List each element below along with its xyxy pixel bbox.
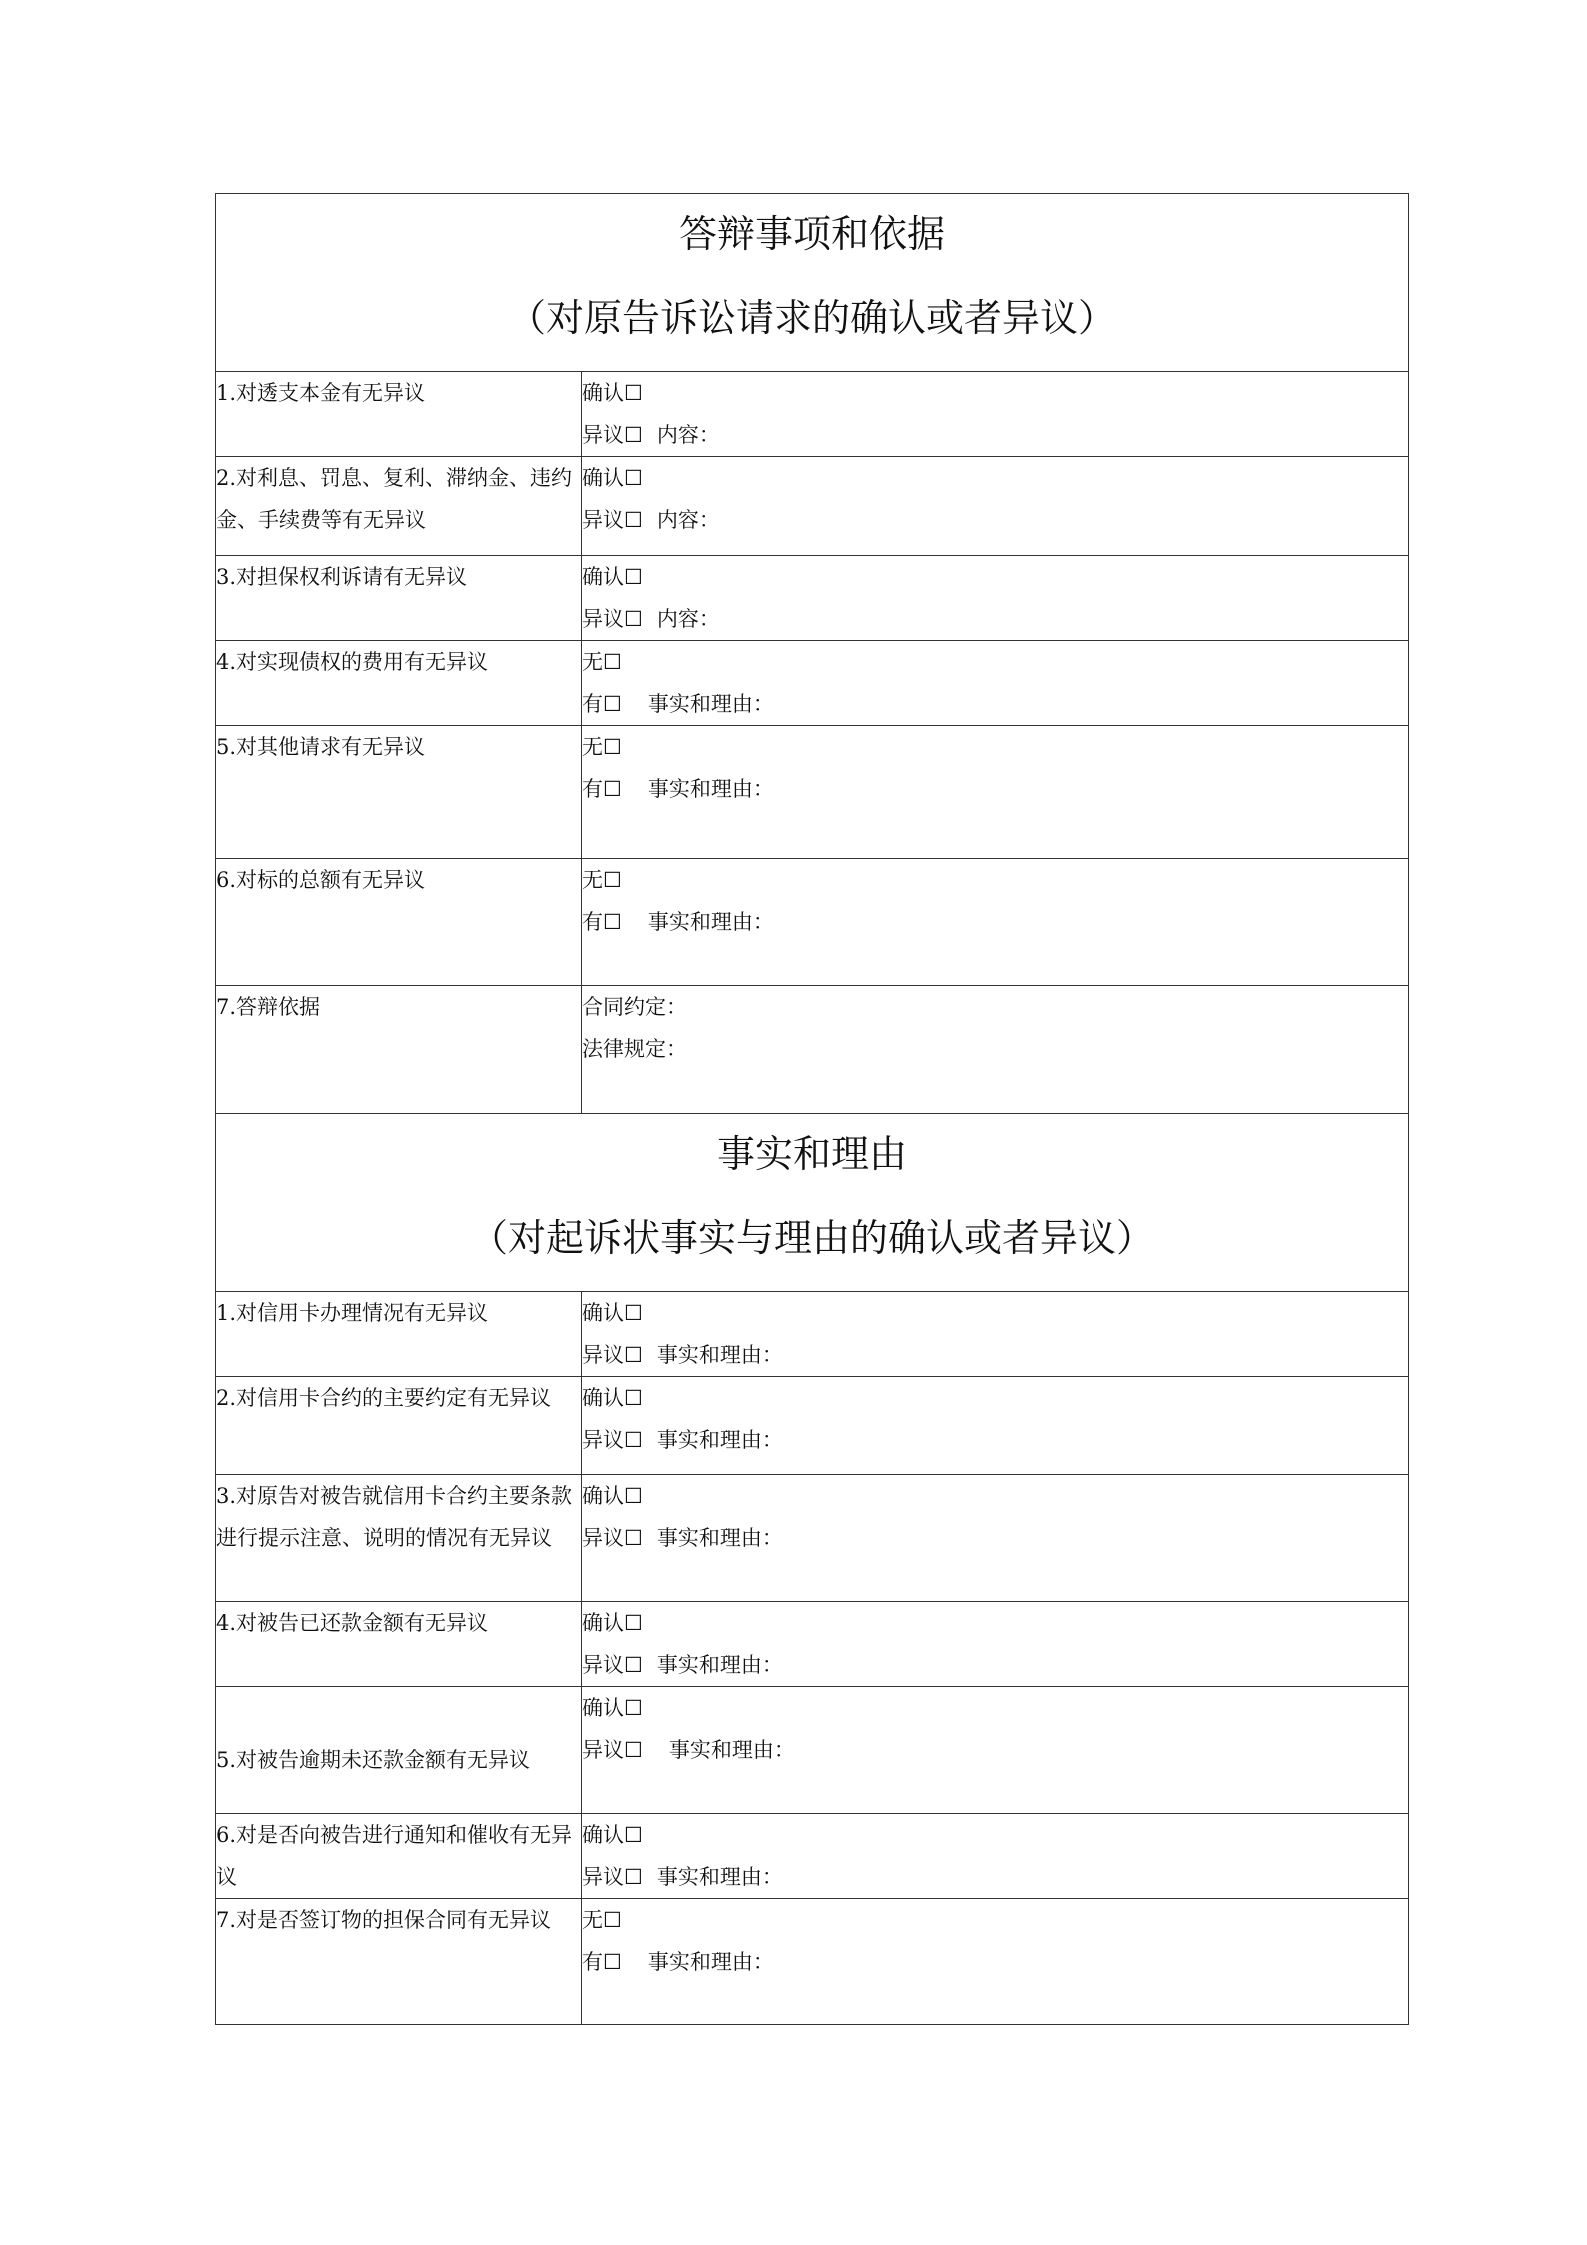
answer-label: 内容： — [656, 423, 720, 447]
contract-agreement-label: 合同约定： — [582, 995, 687, 1019]
table-row — [216, 1687, 1409, 1814]
question-cell: 2.对信用卡合约的主要约定有无异议 — [216, 1377, 582, 1475]
objection-checkbox[interactable]: 异议☐ — [582, 1865, 643, 1889]
table-row — [216, 1475, 1409, 1602]
question-cell: 3.对原告对被告就信用卡合约主要条款进行提示注意、说明的情况有无异议 — [216, 1475, 582, 1602]
legal-provision-label: 法律规定： — [582, 1037, 687, 1061]
answer-cell — [582, 372, 1409, 457]
question-cell: 7.答辩依据 — [216, 986, 582, 1114]
answer-label: 事实和理由： — [647, 777, 774, 801]
question-cell: 5.对其他请求有无异议 — [216, 726, 582, 859]
table-row — [216, 372, 1409, 457]
table-row — [216, 1814, 1409, 1899]
yes-checkbox[interactable]: 有☐ — [582, 692, 622, 716]
answer-cell — [582, 1475, 1409, 1602]
question-cell: 1.对透支本金有无异议 — [216, 372, 582, 457]
objection-checkbox[interactable]: 异议☐ — [582, 1343, 643, 1367]
table-row — [216, 1602, 1409, 1687]
confirm-checkbox[interactable]: 确认☐ — [582, 1696, 643, 1720]
objection-checkbox[interactable]: 异议☐ — [582, 1526, 643, 1550]
answer-cell — [582, 1687, 1409, 1814]
question-cell: 6.对标的总额有无异议 — [216, 859, 582, 986]
answer-cell — [582, 1292, 1409, 1377]
defense-form-table — [215, 193, 1409, 2025]
answer-cell — [582, 457, 1409, 556]
yes-checkbox[interactable]: 有☐ — [582, 1950, 622, 1974]
objection-checkbox[interactable]: 异议☐ — [582, 508, 643, 532]
question-cell: 3.对担保权利诉请有无异议 — [216, 556, 582, 641]
objection-checkbox[interactable]: 异议☐ — [582, 1738, 643, 1762]
section2-header — [216, 1114, 1409, 1292]
section1-title: 答辩事项和依据 — [679, 212, 946, 256]
section2-subtitle: （对起诉状事实与理由的确认或者异议） — [470, 1216, 1155, 1260]
answer-label: 事实和理由： — [656, 1428, 783, 1452]
table-row — [216, 859, 1409, 986]
answer-cell — [582, 556, 1409, 641]
answer-label: 事实和理由： — [668, 1738, 795, 1762]
answer-label: 事实和理由： — [656, 1526, 783, 1550]
table-row — [216, 457, 1409, 556]
answer-cell — [582, 641, 1409, 726]
table-row — [216, 1292, 1409, 1377]
answer-cell — [582, 1899, 1409, 2025]
table-row — [216, 1377, 1409, 1475]
question-cell: 2.对利息、罚息、复利、滞纳金、违约金、手续费等有无异议 — [216, 457, 582, 556]
no-checkbox[interactable]: 无☐ — [582, 650, 622, 674]
answer-cell — [582, 1377, 1409, 1475]
section1-subtitle: （对原告诉讼请求的确认或者异议） — [508, 296, 1117, 340]
answer-label: 内容： — [656, 607, 720, 631]
yes-checkbox[interactable]: 有☐ — [582, 910, 622, 934]
question-cell: 1.对信用卡办理情况有无异议 — [216, 1292, 582, 1377]
section1-header — [216, 194, 1409, 372]
confirm-checkbox[interactable]: 确认☐ — [582, 1823, 643, 1847]
answer-cell — [582, 859, 1409, 986]
confirm-checkbox[interactable]: 确认☐ — [582, 1301, 643, 1325]
answer-label: 事实和理由： — [647, 1950, 774, 1974]
no-checkbox[interactable]: 无☐ — [582, 1908, 622, 1932]
answer-label: 内容： — [656, 508, 720, 532]
answer-label: 事实和理由： — [656, 1653, 783, 1677]
no-checkbox[interactable]: 无☐ — [582, 735, 622, 759]
table-row — [216, 556, 1409, 641]
answer-label: 事实和理由： — [647, 692, 774, 716]
objection-checkbox[interactable]: 异议☐ — [582, 423, 643, 447]
objection-checkbox[interactable]: 异议☐ — [582, 1428, 643, 1452]
section2-header-cell — [216, 1114, 1409, 1292]
question-cell: 5.对被告逾期未还款金额有无异议 — [216, 1687, 582, 1814]
objection-checkbox[interactable]: 异议☐ — [582, 607, 643, 631]
table-row — [216, 986, 1409, 1114]
objection-checkbox[interactable]: 异议☐ — [582, 1653, 643, 1677]
confirm-checkbox[interactable]: 确认☐ — [582, 381, 643, 405]
answer-cell — [582, 986, 1409, 1114]
section1-header-cell — [216, 194, 1409, 372]
confirm-checkbox[interactable]: 确认☐ — [582, 466, 643, 490]
answer-cell — [582, 726, 1409, 859]
question-cell: 4.对实现债权的费用有无异议 — [216, 641, 582, 726]
answer-label: 事实和理由： — [656, 1343, 783, 1367]
table-row — [216, 1899, 1409, 2025]
question-cell: 7.对是否签订物的担保合同有无异议 — [216, 1899, 582, 2025]
confirm-checkbox[interactable]: 确认☐ — [582, 1484, 643, 1508]
confirm-checkbox[interactable]: 确认☐ — [582, 565, 643, 589]
table-row — [216, 726, 1409, 859]
question-cell: 4.对被告已还款金额有无异议 — [216, 1602, 582, 1687]
section2-title: 事实和理由 — [717, 1132, 908, 1176]
confirm-checkbox[interactable]: 确认☐ — [582, 1386, 643, 1410]
yes-checkbox[interactable]: 有☐ — [582, 777, 622, 801]
table-row — [216, 641, 1409, 726]
answer-cell — [582, 1602, 1409, 1687]
no-checkbox[interactable]: 无☐ — [582, 868, 622, 892]
question-cell: 6.对是否向被告进行通知和催收有无异议 — [216, 1814, 582, 1899]
confirm-checkbox[interactable]: 确认☐ — [582, 1611, 643, 1635]
answer-label: 事实和理由： — [647, 910, 774, 934]
answer-label: 事实和理由： — [656, 1865, 783, 1889]
answer-cell — [582, 1814, 1409, 1899]
